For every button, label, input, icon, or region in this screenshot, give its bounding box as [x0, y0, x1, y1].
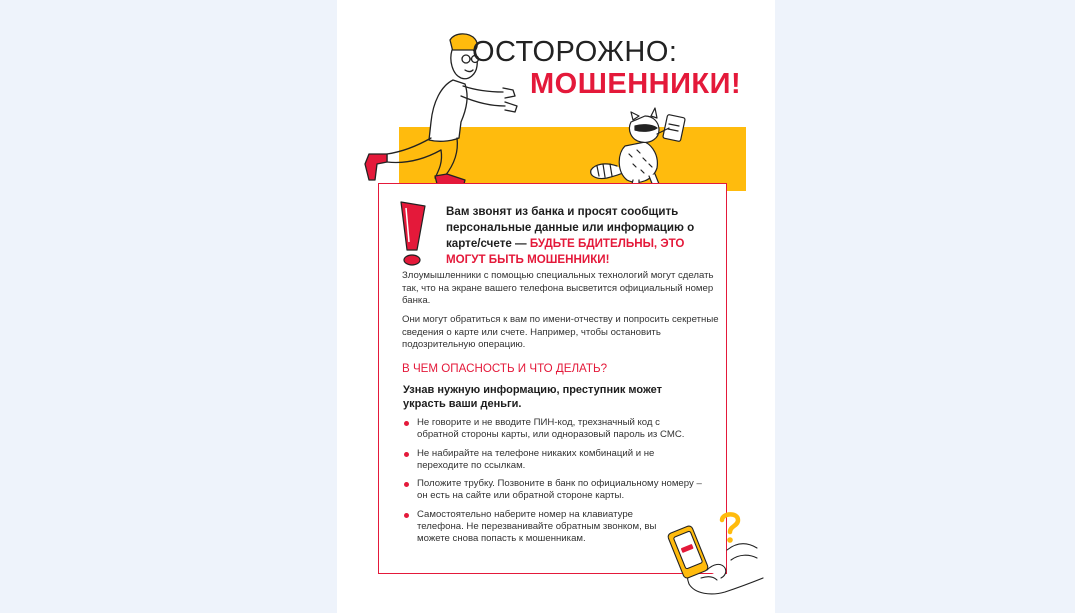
- lead-statement: [446, 204, 706, 268]
- paragraph-2: Они могут обратиться к вам по имени-отчеству и попросить секретные сведения о карте или счете. Например, чтобы остановить подозрительную операцию.: [402, 314, 719, 351]
- list-item: Не набирайте на телефоне никаких комбинаций и не переходите по ссылкам.: [403, 448, 703, 473]
- fraud-warning-poster: [337, 0, 775, 613]
- advice-list: [403, 417, 703, 552]
- raccoon-illustration: [587, 106, 697, 192]
- paragraph-1: Злоумышленники с помощью специальных технологий могут сделать так, что на экране вашего телефона высветится официальный номер банка.: [402, 270, 714, 307]
- list-item: Самостоятельно наберите номер на клавиатуре телефона. Не перезванивайте обратным звонком, вы можете снова попасть к мошенникам.: [403, 509, 682, 546]
- lead-text: Вам звонят из банка и просят сообщить персональные данные или информацию о карте/счете —: [446, 205, 695, 250]
- warning-card: [378, 183, 727, 574]
- hand-phone-illustration: [667, 520, 767, 600]
- title-line-1: ОСТОРОЖНО:: [472, 36, 678, 68]
- lead-warning: БУДЬТЕ БДИТЕЛЬНЫ, ЭТО МОГУТ БЫТЬ МОШЕННИКИ!: [446, 237, 685, 266]
- list-item: Положите трубку. Позвоните в банк по официальному номеру – он есть на сайте или обратной стороне карты.: [403, 478, 703, 503]
- exclamation-icon: [399, 200, 427, 266]
- section-subheading: Узнав нужную информацию, преступник может украсть ваши деньги.: [403, 384, 662, 410]
- list-item: Не говорите и не вводите ПИН-код, трехзначный код с обратной стороны карты, или одноразовый пароль из СМС.: [403, 417, 703, 442]
- title-line-2: МОШЕННИКИ!: [530, 68, 742, 100]
- section-heading: В ЧЕМ ОПАСНОСТЬ И ЧТО ДЕЛАТЬ?: [402, 362, 608, 375]
